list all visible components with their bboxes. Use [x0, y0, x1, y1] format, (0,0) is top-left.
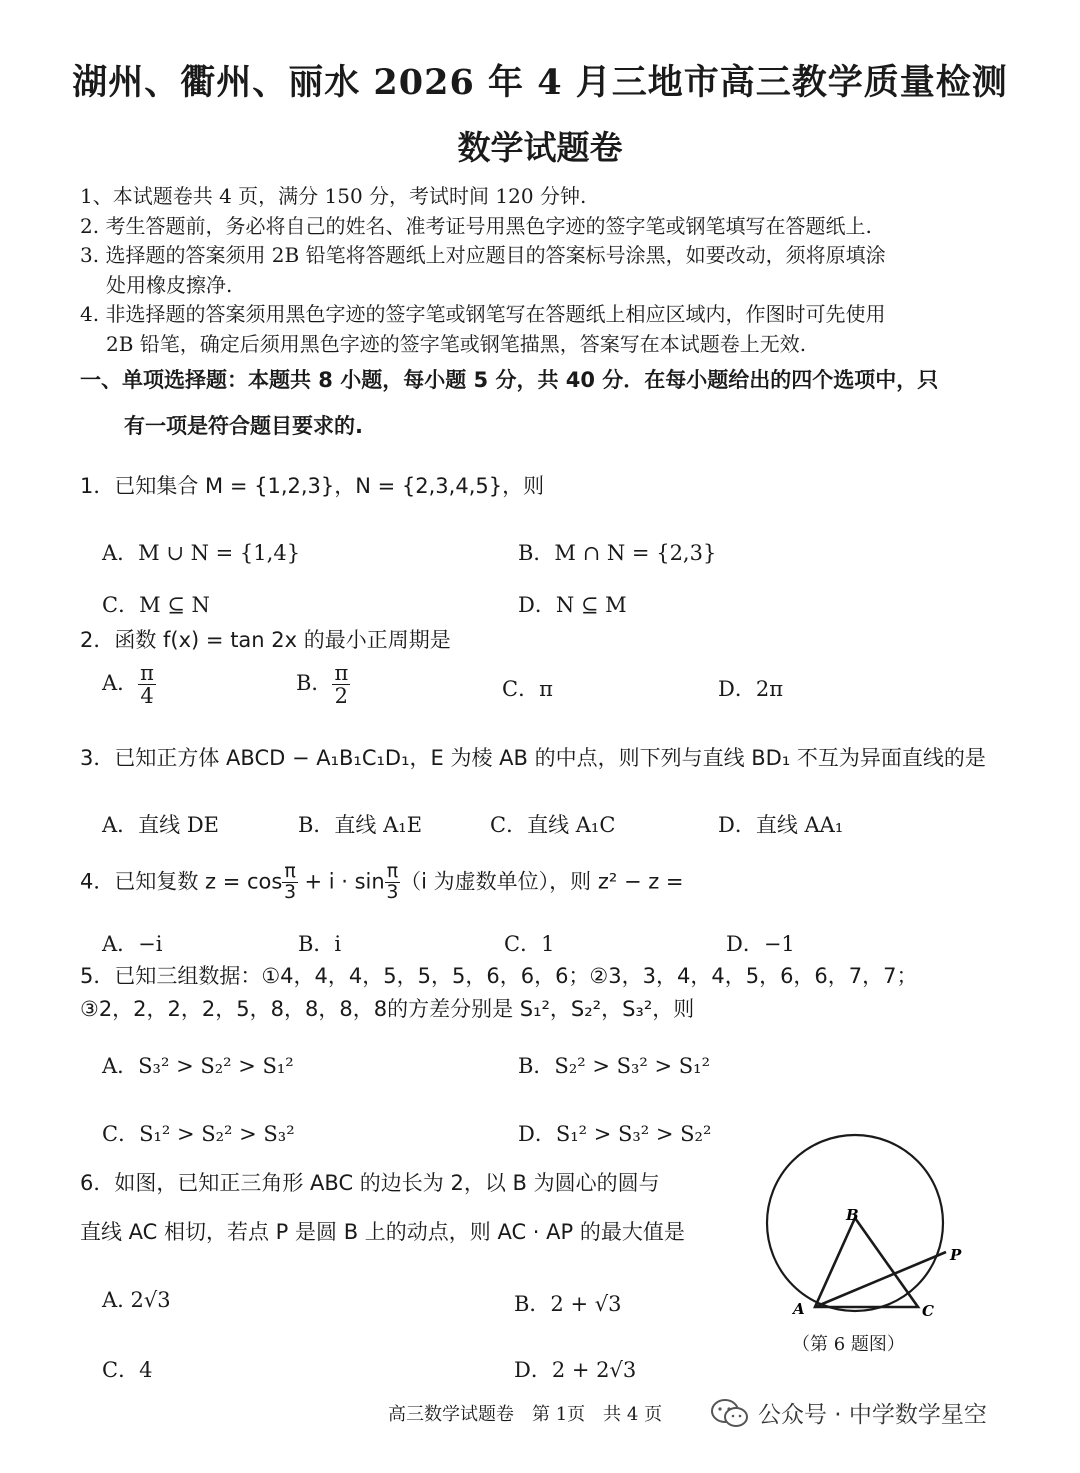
label-b: B	[846, 1206, 859, 1224]
question-1-option-d: D．N ⊆ M	[518, 593, 627, 617]
note-4-cont: 2B 铅笔，确定后须用黑色字迹的签字笔或钢笔描黑，答案写在本试题卷上无效.	[106, 332, 807, 356]
question-6-stem-cont: 直线 AC 相切，若点 P 是圆 B 上的动点，则 AC · AP 的最大值是	[80, 1220, 685, 1244]
question-1-option-b: B．M ∩ N = {2,3}	[518, 541, 717, 565]
question-6-option-a: A. 2√3	[102, 1288, 171, 1312]
question-5-option-d: D．S₁² > S₃² > S₂²	[518, 1122, 712, 1146]
triangle-abc	[815, 1218, 918, 1307]
note-2: 2. 考生答题前，务必将自己的姓名、准考证号用黑色字迹的签字笔或钢笔填写在答题纸上.	[80, 214, 872, 238]
figure-caption: （第 6 题图）	[792, 1334, 905, 1355]
question-2-option-c: C．π	[502, 677, 553, 701]
question-1-option-c: C．M ⊆ N	[102, 593, 210, 617]
question-5-stem: 5．已知三组数据：①4，4，4，5，5，5，6，6，6；②3，3，4，4，5，6，6，7，7；	[80, 964, 918, 988]
page-footer: 高三数学试题卷 第 1页 共 4 页	[388, 1404, 663, 1425]
question-1-option-a: A．M ∪ N = {1,4}	[102, 541, 301, 565]
question-1-stem: 1．已知集合 M = {1,2,3}，N = {2,3,4,5}，则	[80, 474, 545, 498]
question-3-option-c: C．直线 A₁C	[490, 813, 616, 837]
question-6-option-d: D．2 + 2√3	[514, 1358, 637, 1382]
question-3-option-b: B．直线 A₁E	[298, 813, 423, 837]
question-6-option-b: B．2 + √3	[514, 1292, 622, 1316]
question-4-option-c: C．1	[504, 932, 555, 956]
label-a: A	[793, 1300, 805, 1318]
exam-subtitle: 数学试题卷	[457, 128, 623, 167]
question-2-stem: 2．函数 f(x) = tan 2x 的最小正周期是	[80, 628, 451, 652]
question-6-stem: 6．如图，已知正三角形 ABC 的边长为 2，以 B 为圆心的圆与	[80, 1171, 660, 1195]
question-4-option-a: A．−i	[102, 932, 163, 956]
question-3-stem: 3．已知正方体 ABCD − A₁B₁C₁D₁，E 为棱 AB 的中点，则下列与直线 BD₁ 不互为异面直线的是	[80, 746, 986, 770]
watermark	[710, 1396, 987, 1429]
question-5-stem-cont: ③2，2，2，2，5，8，8，8，8的方差分别是 S₁²，S₂²，S₃²，则	[80, 997, 695, 1021]
question-6-option-c: C．4	[102, 1358, 153, 1382]
question-5-option-c: C．S₁² > S₂² > S₃²	[102, 1122, 295, 1146]
question-4-option-b: B．i	[298, 932, 342, 956]
note-3-cont: 处用橡皮擦净.	[106, 273, 233, 297]
question-5-option-b: B．S₂² > S₃² > S₁²	[518, 1054, 710, 1078]
note-4: 4. 非选择题的答案须用黑色字迹的签字笔或钢笔写在答题纸上相应区域内，作图时可先使用	[80, 302, 886, 326]
label-p: P	[950, 1246, 962, 1264]
note-3: 3. 选择题的答案须用 2B 铅笔将答题纸上对应题目的答案标号涂黑，如要改动，须将原填涂	[80, 243, 886, 267]
question-4-stem: 4．已知复数 z = cos $\frac{\pi}{3}$ + i · sin $\frac{\pi}{3}$ （i 为虚数单位），则 z² − z =	[80, 860, 684, 903]
question-6-figure	[760, 1130, 990, 1330]
wechat-icon	[710, 1398, 750, 1428]
question-2-option-b: B． $\frac{\pi}{2}$	[296, 661, 349, 709]
question-2-option-d: D．2π	[718, 677, 783, 701]
exam-title: 湖州、衢州、丽水 2026 年 4 月三地市高三教学质量检测	[72, 62, 1008, 103]
question-3-option-d: D．直线 AA₁	[718, 813, 844, 837]
question-2-option-a: A． $\frac{\pi}{4}$	[102, 661, 154, 709]
label-c: C	[922, 1302, 934, 1320]
question-3-option-a: A．直线 DE	[102, 813, 220, 837]
question-4-option-d: D．−1	[726, 932, 795, 956]
question-5-option-a: A．S₃² > S₂² > S₁²	[102, 1054, 294, 1078]
watermark-text: 公众号 · 中学数学星空	[758, 1402, 987, 1428]
note-1: 1、本试题卷共 4 页，满分 150 分，考试时间 120 分钟.	[80, 184, 587, 208]
section-heading: 一、单项选择题：本题共 8 小题，每小题 5 分，共 40 分．在每小题给出的四个选项中，只	[80, 368, 939, 392]
section-heading-cont: 有一项是符合题目要求的.	[124, 414, 363, 438]
